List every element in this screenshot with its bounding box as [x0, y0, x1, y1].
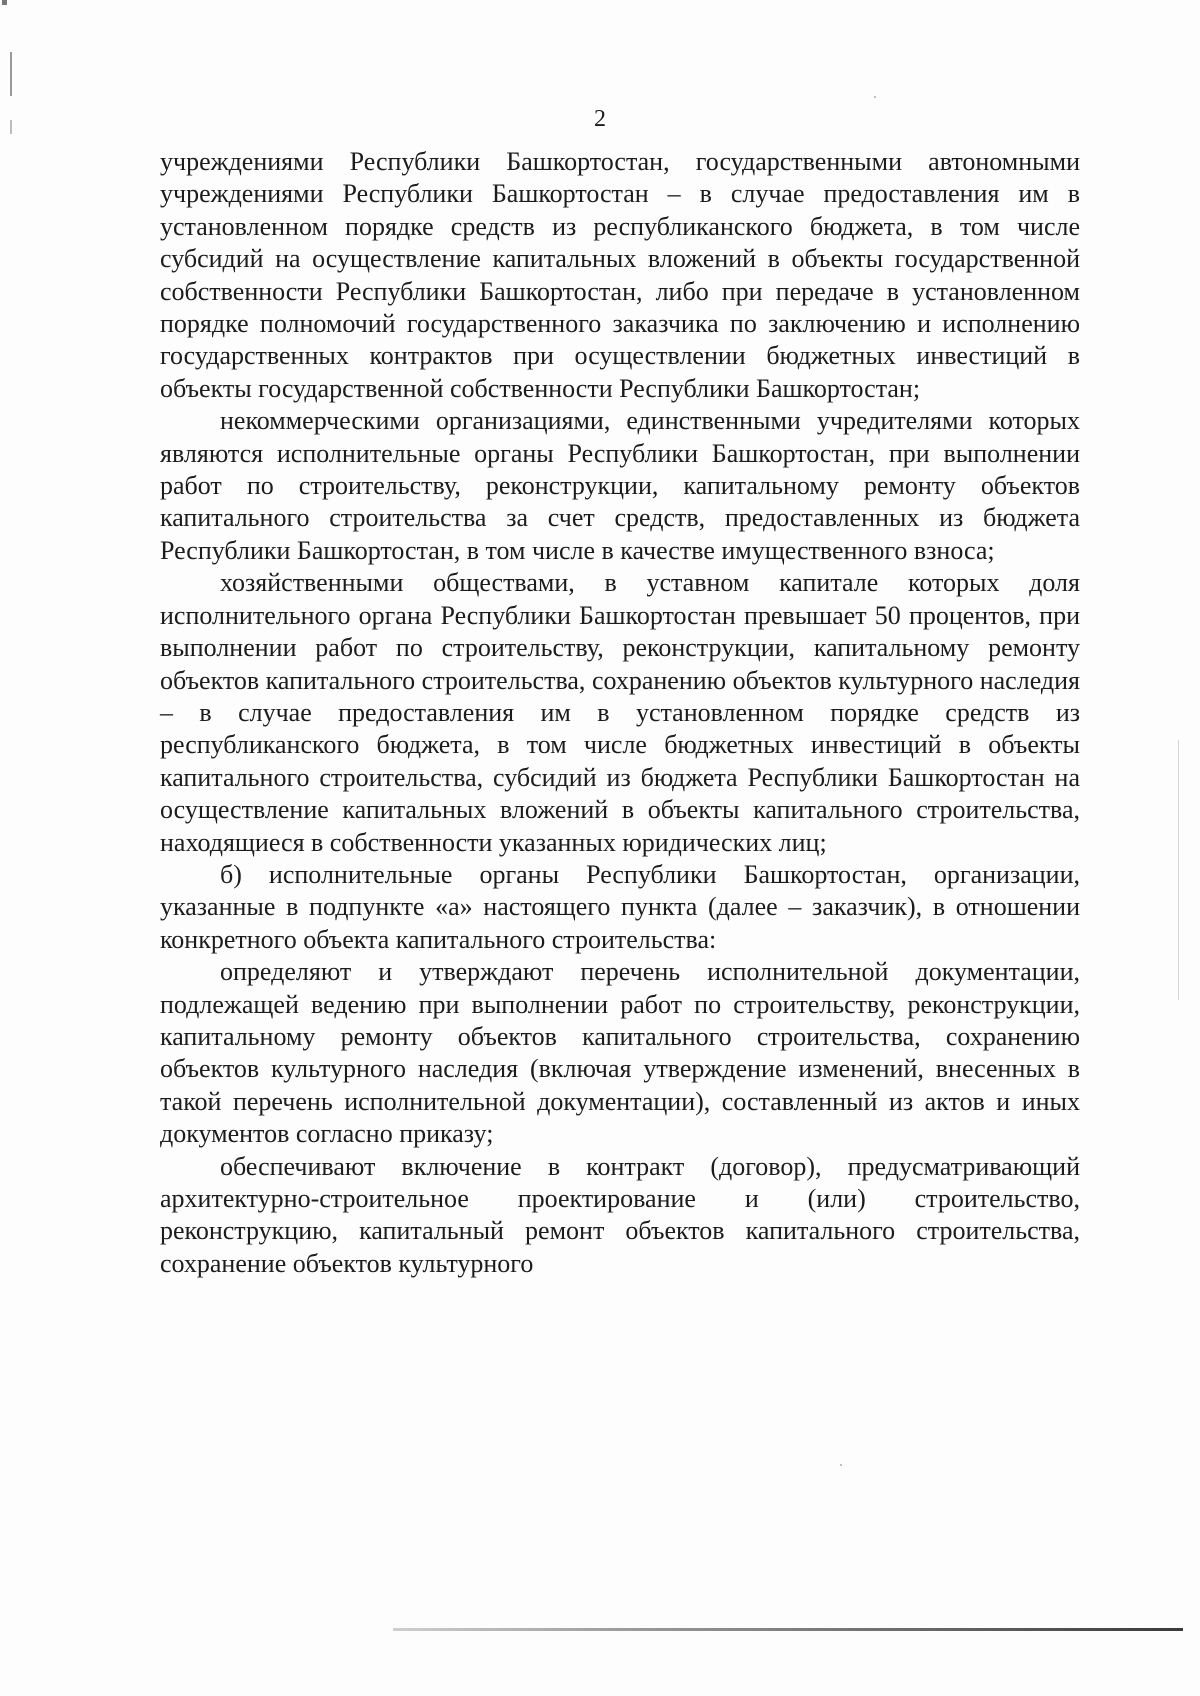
- paragraph: определяют и утверждают перечень исполнительной документации, подлежащей ведению при выполнении работ по строительству, реконструкции, капитальному ремонту объектов капитального строительства, сохранению объектов культурного наследия (включая утверждение изменений, внесенных в такой перечень исполнительной документации), составленный из актов и иных документов согласно приказу;: [160, 957, 1080, 1149]
- paragraph: учреждениями Республики Башкортостан, государственными автономными учреждениями Республики Башкортостан – в случае предоставления им в установленном порядке средств из республиканского бюджета, в том числе субсидий на осуществление капитальных вложений в объекты государственной собственности Республики Башкортостан, либо при передаче в установленном порядке полномочий государственного заказчика по заключению и исполнению государственных контрактов при осуществлении бюджетных инвестиций в объекты государственной собственности Республики Башкортостан;: [160, 147, 1080, 403]
- page-number: 2: [594, 106, 606, 132]
- paragraph: б) исполнительные органы Республики Башкортостан, организации, указанные в подпункте «а» настоящего пункта (далее – заказчик), в отношении конкретного объекта капитального строительства:: [160, 859, 1080, 954]
- paragraph: обеспечивают включение в контракт (договор), предусматривающий архитектурно-строительное проектирование и (или) строительство, реконструкцию, капитальный ремонт объектов капитального строительства, сохранение объектов культурного: [160, 1151, 1080, 1278]
- scan-artifact: [2, 0, 7, 5]
- document-body: [160, 146, 1080, 1280]
- scan-artifact: [1178, 740, 1179, 1000]
- paragraph: хозяйственными обществами, в уставном капитале которых доля исполнительного органа Республики Башкортостан превышает 50 процентов, при выполнении работ по строительству, реконструкции, капитальному ремонту объектов капитального строительства, сохранению объектов культурного наследия – в случае предоставления им в установленном порядке средств из республиканского бюджета, в том числе бюджетных инвестиций в объекты капитального строительства, субсидий из бюджета Республики Башкортостан на осуществление капитальных вложений в объекты капитального строительства, находящиеся в собственности указанных юридических лиц;: [160, 568, 1080, 857]
- scan-artifact: [10, 52, 12, 96]
- scan-artifact: [874, 96, 876, 98]
- scan-artifact: [840, 1464, 842, 1466]
- scan-artifact: [393, 1628, 1183, 1631]
- paragraph: некоммерческими организациями, единственными учредителями которых являются исполнительные органы Республики Башкортостан, при выполнении работ по строительству, реконструкции, капитальному ремонту объектов капитального строительства за счет средств, предоставленных из бюджета Республики Башкортостан, в том числе в качестве имущественного взноса;: [160, 406, 1080, 565]
